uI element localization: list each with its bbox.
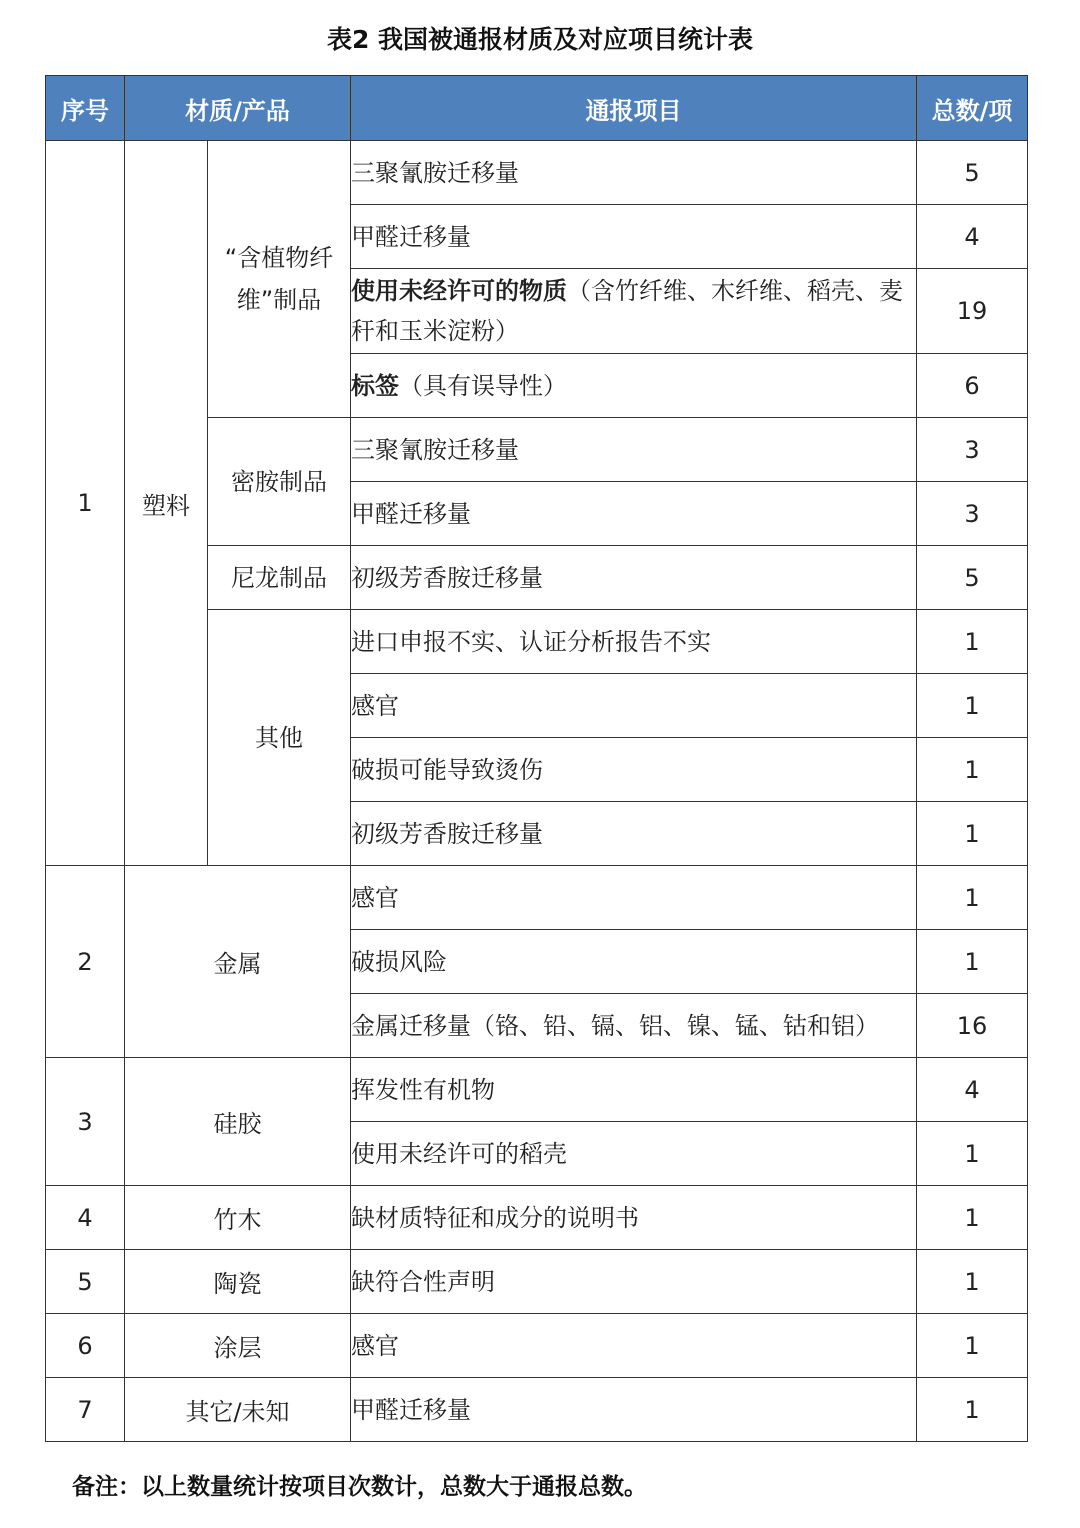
item-cell: 使用未经许可的稻壳 bbox=[351, 1122, 917, 1186]
count-cell: 5 bbox=[917, 141, 1028, 205]
item-rest-text: （具有误导性） bbox=[399, 371, 568, 400]
item-cell: 初级芳香胺迁移量 bbox=[351, 546, 917, 610]
header-no: 序号 bbox=[46, 76, 125, 141]
row-no: 4 bbox=[46, 1186, 125, 1250]
table-row bbox=[46, 1250, 1028, 1314]
item-cell bbox=[351, 354, 917, 418]
count-cell: 3 bbox=[917, 418, 1028, 482]
sub-material-cell: “含植物纤维”制品 bbox=[208, 141, 351, 418]
table-row bbox=[46, 141, 1028, 205]
item-cell: 甲醛迁移量 bbox=[351, 482, 917, 546]
sub-material-cell: 其他 bbox=[208, 610, 351, 866]
item-cell: 初级芳香胺迁移量 bbox=[351, 802, 917, 866]
row-no: 2 bbox=[46, 866, 125, 1058]
count-cell: 1 bbox=[917, 1314, 1028, 1378]
count-cell: 1 bbox=[917, 610, 1028, 674]
item-cell: 破损可能导致烫伤 bbox=[351, 738, 917, 802]
count-cell: 1 bbox=[917, 866, 1028, 930]
table-title: 表2 我国被通报材质及对应项目统计表 bbox=[326, 25, 754, 54]
count-cell: 4 bbox=[917, 205, 1028, 269]
count-cell: 6 bbox=[917, 354, 1028, 418]
material-cell: 竹木 bbox=[125, 1186, 351, 1250]
count-cell: 5 bbox=[917, 546, 1028, 610]
material-cell: 陶瓷 bbox=[125, 1250, 351, 1314]
count-cell: 16 bbox=[917, 994, 1028, 1058]
item-cell: 金属迁移量（铬、铅、镉、铝、镍、锰、钴和铝） bbox=[351, 994, 917, 1058]
count-cell: 1 bbox=[917, 1186, 1028, 1250]
count-cell: 4 bbox=[917, 1058, 1028, 1122]
table-note: 备注：以上数量统计按项目次数计，总数大于通报总数。 bbox=[72, 1474, 647, 1500]
count-cell: 19 bbox=[917, 269, 1028, 354]
item-cell: 破损风险 bbox=[351, 930, 917, 994]
item-cell: 感官 bbox=[351, 674, 917, 738]
table-header-row bbox=[46, 76, 1028, 141]
item-cell: 感官 bbox=[351, 866, 917, 930]
material-cell: 其它/未知 bbox=[125, 1378, 351, 1442]
table-row bbox=[46, 866, 1028, 930]
item-cell: 挥发性有机物 bbox=[351, 1058, 917, 1122]
row-no: 3 bbox=[46, 1058, 125, 1186]
item-cell: 三聚氰胺迁移量 bbox=[351, 418, 917, 482]
table-row bbox=[46, 1186, 1028, 1250]
material-cell: 塑料 bbox=[125, 141, 208, 866]
count-cell: 1 bbox=[917, 1122, 1028, 1186]
item-cell: 缺材质特征和成分的说明书 bbox=[351, 1186, 917, 1250]
table-row bbox=[46, 1058, 1028, 1122]
item-cell: 进口申报不实、认证分析报告不实 bbox=[351, 610, 917, 674]
statistics-table bbox=[45, 75, 1028, 1442]
header-count: 总数/项 bbox=[917, 76, 1028, 141]
count-cell: 1 bbox=[917, 1378, 1028, 1442]
material-cell: 涂层 bbox=[125, 1314, 351, 1378]
sub-material-cell: 尼龙制品 bbox=[208, 546, 351, 610]
header-item: 通报项目 bbox=[351, 76, 917, 141]
row-no: 1 bbox=[46, 141, 125, 866]
item-rest-text: （含竹纤维、木纤维、稻壳、麦秆和玉米淀粉） bbox=[351, 277, 904, 345]
item-cell bbox=[351, 269, 917, 354]
item-cell: 三聚氰胺迁移量 bbox=[351, 141, 917, 205]
count-cell: 1 bbox=[917, 674, 1028, 738]
count-cell: 1 bbox=[917, 1250, 1028, 1314]
row-no: 5 bbox=[46, 1250, 125, 1314]
item-bold-text: 使用未经许可的物质 bbox=[351, 277, 568, 305]
sub-material-cell: 密胺制品 bbox=[208, 418, 351, 546]
count-cell: 1 bbox=[917, 738, 1028, 802]
material-cell: 硅胶 bbox=[125, 1058, 351, 1186]
item-cell: 甲醛迁移量 bbox=[351, 1378, 917, 1442]
table-row bbox=[46, 1378, 1028, 1442]
count-cell: 1 bbox=[917, 930, 1028, 994]
row-no: 7 bbox=[46, 1378, 125, 1442]
row-no: 6 bbox=[46, 1314, 125, 1378]
item-bold-text: 标签 bbox=[351, 371, 400, 400]
item-cell: 缺符合性声明 bbox=[351, 1250, 917, 1314]
item-cell: 感官 bbox=[351, 1314, 917, 1378]
count-cell: 1 bbox=[917, 802, 1028, 866]
count-cell: 3 bbox=[917, 482, 1028, 546]
header-material: 材质/产品 bbox=[125, 76, 351, 141]
material-cell: 金属 bbox=[125, 866, 351, 1058]
item-cell: 甲醛迁移量 bbox=[351, 205, 917, 269]
table-row bbox=[46, 1314, 1028, 1378]
